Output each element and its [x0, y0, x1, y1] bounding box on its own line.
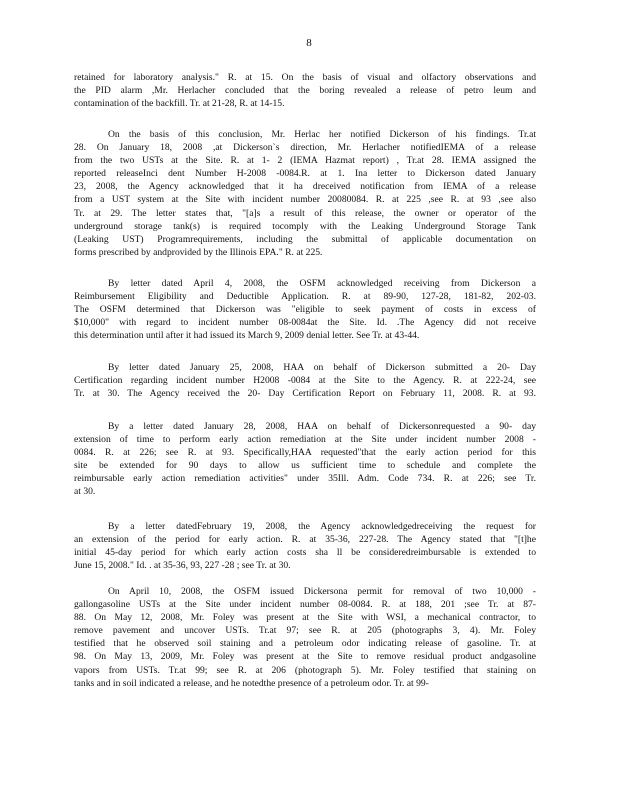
text-line: 0084. R. at 226; see R. at 93. Specifically,HAA requested"that the early action period for this	[74, 447, 536, 459]
text-line: By letter dated January 25, 2008, HAA on behalf of Dickerson submitted a 20- Day	[108, 362, 536, 373]
text-line: reported releaseInci dent Number H-2008 -0084.R. at 1. Ina letter to Dickerson dated January	[74, 168, 536, 180]
text-line: On the basis of this conclusion, Mr. Herlac her notified Dickerson of his findings. Tr.at	[108, 129, 536, 140]
text-line: underground storage tank(s) is required tocomply with the Leaking Underground Storage Tank	[74, 220, 536, 232]
text-line: initial 45-day period for which early action costs sha ll be consideredreimbursable is extended to	[74, 547, 536, 559]
text-line: testified that he observed soil staining and a petroleum odor indicating release of gasoline. Tr. at	[74, 638, 536, 650]
paragraph	[74, 520, 536, 572]
text-line: (Leaking UST) Programrequirements, including the submittal of applicable documentation on	[74, 233, 536, 245]
text-line: 28. On January 18, 2008 ,at Dickerson`s direction, Mr. Herlacher notifiedIEMA of a release	[74, 142, 536, 154]
text-line: On April 10, 2008, the OSFM issued Dickersona permit for removal of two 10,000 -	[108, 586, 536, 597]
text-line: Reimbursement Eligibility and Deductible Application. R. at 89-90, 127-28, 181-82, 202-03.	[74, 291, 536, 303]
text-line: gallongasoline USTs at the Site under incident number 08-0084. R. at 188, 201 ;see Tr. at 87-	[74, 599, 536, 611]
paragraph	[74, 585, 536, 690]
paragraph	[74, 277, 536, 342]
paragraph	[74, 128, 536, 259]
text-line: By a letter dated January 28, 2008, HAA on behalf of Dickersonrequested a 90- day	[108, 421, 536, 432]
text-line: this determination until after it had issued its March 9, 2009 denial letter. See Tr. at 43-44.	[74, 330, 420, 342]
text-line: at 30.	[74, 486, 96, 498]
text-line: the PID alarm ,Mr. Herlacher concluded that the boring revealed a release of petro leum and	[74, 85, 536, 97]
paragraph	[74, 71, 536, 110]
text-line: tanks and in soil indicated a release, and he notedthe presence of a petroleum odor. Tr. at 99-	[74, 677, 429, 689]
page-number: 8	[306, 37, 312, 49]
text-line: The OSFM determined that Dickerson was "eligible to seek payment of costs in excess of	[74, 304, 536, 316]
text-line: By a letter datedFebruary 19, 2008, the Agency acknowledgedreceiving the request for	[108, 521, 536, 532]
text-line: retained for laboratory analysis." R. at 15. On the basis of visual and olfactory observations and	[74, 72, 536, 83]
text-line: remove pavement and uncover USTs. Tr.at 97; see R. at 205 (photographs 3, 4). Mr. Foley	[74, 625, 536, 637]
text-line: 23, 2008, the Agency acknowledged that it ha dreceived notification from IEMA of a release	[74, 181, 536, 193]
text-line: Tr. at 30. The Agency received the 20- Day Certification Report on February 11, 2008. R. at 93.	[74, 388, 536, 400]
text-line: $10,000" with regard to incident number 08-0084at the Site. Id. .The Agency did not receive	[74, 317, 536, 329]
paragraph	[74, 420, 536, 499]
text-line: forms prescribed by andprovided by the Illinois EPA." R. at 225.	[74, 246, 323, 258]
text-line: By letter dated April 4, 2008, the OSFM acknowledged receiving from Dickerson a	[108, 278, 536, 289]
text-line: 98. On May 13, 2009, Mr. Foley was present at the Site to remove residual product andgasoline	[74, 651, 536, 663]
paragraph	[74, 361, 536, 400]
text-line: extension of time to perform early action remediation at the Site under incident number 2008 -	[74, 434, 536, 446]
text-line: an extension of the period for early action. R. at 35-36, 227-28. The Agency stated that "[t]he	[74, 534, 536, 546]
text-line: 88. On May 12, 2008, Mr. Foley was present at the Site with WSI, a mechanical contractor, to	[74, 612, 536, 624]
text-line: reimbursable early action remediation activities" under 35Ill. Adm. Code 734. R. at 226; see Tr.	[74, 473, 536, 485]
text-line: contamination of the backfill. Tr. at 21-28, R. at 14-15.	[74, 98, 285, 110]
text-line: from the two USTs at the Site. R. at 1- 2 (IEMA Hazmat report) , Tr.at 28. IEMA assigned the	[74, 155, 536, 167]
text-line: site be extended for 90 days to allow us sufficient time to schedule and complete the	[74, 460, 536, 472]
text-line: Certification regarding incident number H2008 -0084 at the Site to the Agency. R. at 222-24, see	[74, 375, 536, 387]
text-line: Tr. at 29. The letter states that, "[a]s a result of this release, the owner or operator of the	[74, 207, 536, 219]
text-line: from a UST system at the Site with incident number 20080084. R. at 225 ,see R. at 93 ,see also	[74, 194, 536, 206]
text-line: June 15, 2008." Id. . at 35-36, 93, 227 -28 ; see Tr. at 30.	[74, 560, 291, 572]
text-line: vapors from USTs. Tr.at 99; see R. at 206 (photograph 5). Mr. Foley testified that staining on	[74, 664, 536, 676]
